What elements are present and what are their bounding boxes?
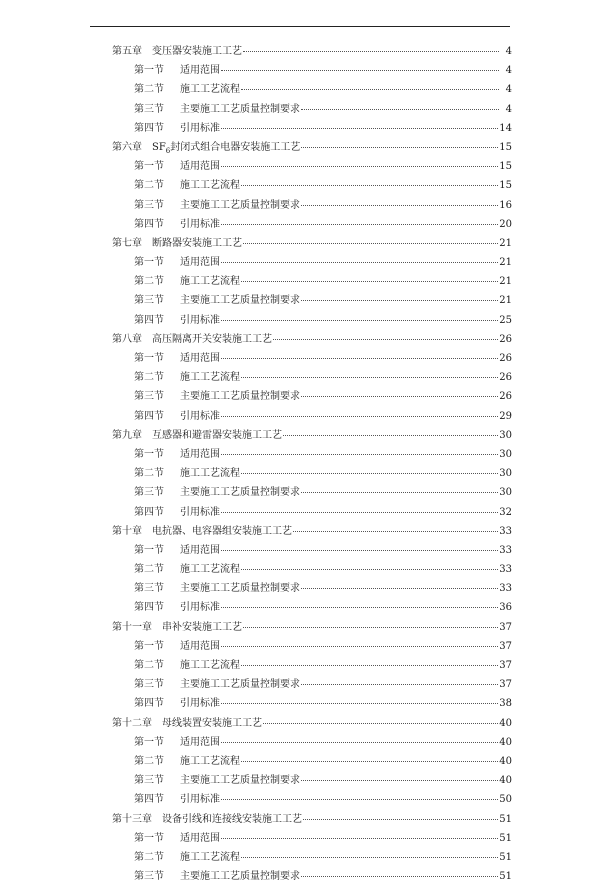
section-title: 主要施工工艺质量控制要求 [180,679,300,691]
section-title: 引用标准 [180,410,220,422]
toc-chapter-entry[interactable] [112,138,512,157]
section-page-number: 37 [499,679,512,691]
section-label: 第二节 [134,660,164,671]
section-label: 第四节 [134,698,164,710]
chapter-page-number: 4 [505,46,512,57]
section-label: 第二节 [134,372,164,384]
chapter-page-number: 40 [499,717,512,729]
section-title: 引用标准 [180,314,220,326]
toc-section-entry[interactable] [112,407,512,426]
toc-chapter-entry[interactable] [112,810,512,829]
toc-section-entry[interactable] [112,349,512,368]
section-label: 第三节 [134,871,164,883]
dot-leader [221,165,498,167]
chapter-page-number: 33 [499,525,512,537]
toc-section-entry[interactable] [112,253,512,272]
section-label: 第四节 [134,122,164,134]
toc-chapter-entry[interactable] [112,330,512,349]
section-page-number: 21 [499,295,512,307]
chapter-title [162,810,302,829]
dot-leader [221,837,498,839]
dot-leader [221,127,498,129]
chapter-title-subscript: 6 [165,146,171,155]
dot-leader [221,741,498,743]
toc-section-entry[interactable] [112,752,512,771]
toc-section-entry[interactable] [112,119,512,138]
section-title: 施工工艺流程 [180,564,240,576]
toc-section-entry[interactable] [112,503,512,522]
section-label: 第四节 [134,602,164,614]
section-page-number: 38 [499,698,512,710]
toc-section-entry[interactable] [112,733,512,752]
section-page-number: 21 [499,257,512,269]
toc-section-entry[interactable] [112,656,512,675]
dot-leader [301,299,498,301]
section-title: 主要施工工艺质量控制要求 [180,103,300,115]
dot-leader [301,779,498,781]
chapter-title [152,330,272,349]
dot-leader [221,606,498,608]
dot-leader [241,760,498,762]
section-title: 主要施工工艺质量控制要求 [180,487,300,499]
section-page-number: 16 [499,199,512,211]
chapter-title-text: 变压器安装施工工艺 [152,46,242,57]
section-title: 施工工艺流程 [180,660,240,671]
section-title: 施工工艺流程 [180,851,240,863]
toc-section-entry[interactable] [112,272,512,291]
toc-section-entry[interactable] [112,291,512,310]
section-title: 施工工艺流程 [180,468,240,480]
toc-section-entry[interactable] [112,445,512,464]
dot-leader [263,722,498,724]
section-label: 第二节 [134,180,164,192]
dot-leader [241,568,498,570]
section-page-number: 33 [499,544,512,556]
section-title: 引用标准 [180,506,220,518]
toc-section-entry[interactable] [112,196,512,215]
chapter-label: 第十章 [112,525,142,537]
toc-section-entry[interactable] [112,637,512,656]
dot-leader [301,683,498,685]
section-label: 第一节 [134,65,164,77]
dot-leader [293,530,498,532]
toc-section-entry[interactable] [112,694,512,713]
section-page-number: 26 [499,353,512,364]
section-title: 引用标准 [180,602,220,614]
dot-leader [301,108,499,110]
section-label: 第二节 [134,564,164,576]
section-page-number: 15 [499,180,512,192]
section-title: 引用标准 [180,698,220,710]
section-page-number: 30 [499,468,512,480]
toc-section-entry[interactable] [112,867,512,886]
section-title: 引用标准 [180,218,220,230]
section-page-number: 36 [499,602,512,614]
dot-leader [301,204,498,206]
dot-leader [243,242,498,244]
section-label: 第二节 [134,851,164,863]
section-page-number: 51 [499,832,512,844]
section-page-number: 30 [499,448,512,460]
section-label: 第三节 [134,391,164,403]
chapter-title-prefix: SF [152,141,166,153]
dot-leader [301,491,498,493]
section-label: 第一节 [134,353,164,364]
chapter-title [152,426,282,445]
section-title: 适用范围 [180,257,220,269]
section-page-number: 29 [499,410,512,422]
section-label: 第一节 [134,161,164,173]
section-page-number: 30 [499,487,512,499]
dot-leader [221,511,498,513]
dot-leader [241,664,498,666]
toc-section-entry[interactable] [112,61,512,80]
section-page-number: 33 [499,583,512,595]
section-page-number: 20 [499,218,512,230]
section-title: 适用范围 [180,161,220,173]
header-rule [90,26,510,27]
section-title: 主要施工工艺质量控制要求 [180,775,300,787]
section-page-number: 25 [499,314,512,326]
section-page-number: 14 [499,122,512,134]
section-page-number: 26 [499,372,512,384]
chapter-title [152,234,242,253]
section-label: 第二节 [134,84,164,96]
section-label: 第一节 [134,832,164,844]
section-title: 适用范围 [180,448,220,460]
chapter-title-text: 设备引线和连接线安装施工工艺 [162,813,302,825]
chapter-label: 第五章 [112,46,142,57]
chapter-title-text: 高压隔离开关安装施工工艺 [152,333,272,345]
section-title: 适用范围 [180,832,220,844]
dot-leader [241,376,498,378]
dot-leader [241,856,498,858]
toc-section-entry[interactable] [112,176,512,195]
toc-section-entry[interactable] [112,483,512,502]
chapter-label: 第九章 [112,429,142,441]
dot-leader [221,415,498,417]
dot-leader [221,549,498,551]
toc-chapter-entry[interactable] [112,618,512,637]
toc-section-entry[interactable] [112,560,512,579]
section-title: 适用范围 [180,736,220,748]
chapter-label: 第七章 [112,237,142,249]
section-title: 施工工艺流程 [180,180,240,192]
section-title: 施工工艺流程 [180,84,240,96]
section-label: 第一节 [134,448,164,460]
toc-section-entry[interactable] [112,790,512,809]
dot-leader [221,798,498,800]
section-page-number: 51 [499,871,512,883]
section-page-number: 32 [499,506,512,518]
section-label: 第一节 [134,544,164,556]
dot-leader [241,184,498,186]
toc-section-entry[interactable] [112,100,512,119]
dot-leader [303,818,498,820]
toc-chapter-entry[interactable] [112,426,512,445]
dot-leader [221,261,498,263]
section-label: 第二节 [134,468,164,480]
dot-leader [243,626,498,628]
section-page-number: 15 [499,161,512,173]
section-page-number: 40 [499,755,512,767]
toc-section-entry[interactable] [112,579,512,598]
toc-section-entry[interactable] [112,541,512,560]
chapter-title-text: 电抗器、电容器组安装施工工艺 [152,525,292,537]
section-label: 第三节 [134,775,164,787]
dot-leader [221,357,498,359]
dot-leader [283,434,498,436]
section-label: 第三节 [134,583,164,595]
section-page-number: 4 [505,65,512,77]
section-title: 适用范围 [180,353,220,364]
toc-section-entry[interactable] [112,368,512,387]
section-title: 主要施工工艺质量控制要求 [180,199,300,211]
section-title: 适用范围 [180,65,220,77]
dot-leader [221,319,498,321]
chapter-title [152,42,242,61]
chapter-label: 第六章 [112,141,142,153]
section-label: 第四节 [134,218,164,230]
section-label: 第二节 [134,755,164,767]
toc-section-entry[interactable] [112,215,512,234]
section-title: 适用范围 [180,544,220,556]
section-page-number: 4 [505,84,512,96]
dot-leader [301,395,498,397]
section-label: 第三节 [134,199,164,211]
section-page-number: 40 [499,736,512,748]
dot-leader [241,280,498,282]
chapter-title [162,618,242,637]
section-label: 第三节 [134,487,164,499]
dot-leader [241,472,498,474]
section-label: 第四节 [134,410,164,422]
section-page-number: 37 [499,660,512,671]
dot-leader [301,587,498,589]
section-label: 第四节 [134,794,164,806]
section-label: 第一节 [134,736,164,748]
dot-leader [241,88,499,90]
section-page-number: 37 [499,640,512,652]
dot-leader [301,146,498,148]
section-page-number: 21 [499,276,512,288]
chapter-label: 第十二章 [112,717,152,729]
section-title: 施工工艺流程 [180,755,240,767]
section-title: 适用范围 [180,640,220,652]
chapter-label: 第十三章 [112,813,152,825]
section-title: 引用标准 [180,122,220,134]
section-label: 第三节 [134,103,164,115]
dot-leader [273,338,498,340]
section-label: 第一节 [134,640,164,652]
dot-leader [301,875,498,877]
toc-section-entry[interactable] [112,848,512,867]
chapter-title-text: 断路器安装施工工艺 [152,237,242,249]
section-page-number: 26 [499,391,512,403]
section-page-number: 4 [505,103,512,115]
toc-section-entry[interactable] [112,464,512,483]
chapter-page-number: 15 [499,141,512,153]
chapter-label: 第八章 [112,333,142,345]
chapter-title-text: 母线装置安装施工工艺 [162,717,262,729]
chapter-title-text: 互感器和避雷器安装施工工艺 [152,429,282,441]
section-page-number: 33 [499,564,512,576]
section-title: 主要施工工艺质量控制要求 [180,295,300,307]
chapter-title [162,714,262,733]
dot-leader [243,50,499,52]
section-label: 第四节 [134,506,164,518]
section-page-number: 51 [499,851,512,863]
dot-leader [221,645,498,647]
section-page-number: 50 [499,794,512,806]
dot-leader [221,69,499,71]
section-title: 主要施工工艺质量控制要求 [180,583,300,595]
chapter-page-number: 51 [499,813,512,825]
toc-chapter-entry[interactable] [112,234,512,253]
section-page-number: 40 [499,775,512,787]
toc-section-entry[interactable] [112,675,512,694]
toc-section-entry[interactable] [112,311,512,330]
dot-leader [221,453,498,455]
toc-section-entry[interactable] [112,387,512,406]
table-of-contents [112,42,512,886]
toc-chapter-entry[interactable] [112,42,512,61]
chapter-title-text: 串补安装施工工艺 [162,621,242,633]
chapter-title-text: 封闭式组合电器安装施工工艺 [170,141,301,153]
dot-leader [221,702,498,704]
section-label: 第三节 [134,295,164,307]
section-title: 引用标准 [180,794,220,806]
toc-section-entry[interactable] [112,829,512,848]
section-label: 第一节 [134,257,164,269]
section-label: 第四节 [134,314,164,326]
toc-chapter-entry[interactable] [112,714,512,733]
chapter-page-number: 30 [499,429,512,441]
section-label: 第二节 [134,276,164,288]
chapter-page-number: 37 [499,621,512,633]
toc-section-entry[interactable] [112,771,512,790]
section-title: 主要施工工艺质量控制要求 [180,871,300,883]
chapter-page-number: 21 [499,237,512,249]
toc-section-entry[interactable] [112,80,512,99]
section-title: 施工工艺流程 [180,276,240,288]
chapter-title [152,522,292,541]
toc-chapter-entry[interactable] [112,522,512,541]
chapter-label: 第十一章 [112,621,152,633]
section-title: 主要施工工艺质量控制要求 [180,391,300,403]
section-title: 施工工艺流程 [180,372,240,384]
toc-section-entry[interactable] [112,598,512,617]
chapter-page-number: 26 [499,333,512,345]
section-label: 第三节 [134,679,164,691]
toc-section-entry[interactable] [112,157,512,176]
dot-leader [221,223,498,225]
